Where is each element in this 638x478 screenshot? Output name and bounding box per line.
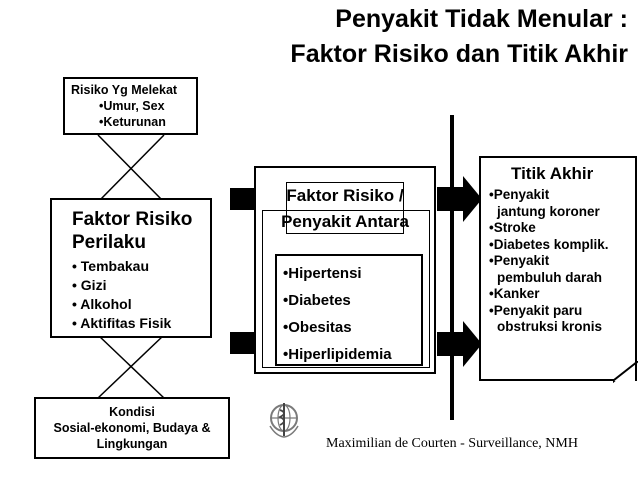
intermediate-item: •Hiperlipidemia: [283, 346, 392, 363]
footer-credit: Maximilian de Courten - Surveillance, NMH: [326, 436, 578, 451]
behavioral-risk-heading-1: Faktor Risiko: [72, 209, 193, 230]
endpoint-item: •Penyakit: [489, 187, 550, 202]
endpoint-item: •Stroke: [489, 220, 536, 235]
endpoint-item-cont: obstruksi kronis: [497, 319, 603, 334]
intermediate-heading-2: Penyakit Antara: [281, 212, 409, 231]
inherent-risk-item: •Keturunan: [99, 115, 166, 129]
behavioral-risk-item: • Alkohol: [72, 296, 132, 312]
title-line-2: Faktor Risiko dan Titik Akhir: [290, 40, 628, 68]
endpoint-item: •Penyakit paru: [489, 302, 583, 318]
endpoints-heading: Titik Akhir: [511, 164, 594, 183]
behavioral-risk-item: • Tembakau: [72, 258, 149, 274]
endpoint-item: •Penyakit: [489, 253, 550, 268]
who-emblem-icon: [266, 400, 302, 440]
title-line-1: Penyakit Tidak Menular :: [335, 5, 628, 33]
intermediate-item: •Hipertensi: [283, 265, 362, 282]
intermediate-item: •Diabetes: [283, 292, 351, 309]
behavioral-risk-heading-2: Perilaku: [72, 232, 146, 253]
intermediate-heading-1: Faktor Risiko /: [286, 186, 404, 205]
conditions-line-3: Lingkungan: [96, 437, 168, 451]
endpoint-item-cont: jantung koroner: [497, 203, 600, 219]
conditions-line-1: Kondisi: [109, 405, 155, 419]
intermediate-item: •Obesitas: [283, 319, 352, 336]
behavioral-risk-item: • Aktifitas Fisik: [72, 315, 172, 331]
inherent-risk-item: •Umur, Sex: [99, 99, 165, 113]
endpoint-item: •Kanker: [489, 286, 540, 301]
conditions-line-2: Sosial-ekonomi, Budaya &: [53, 421, 211, 435]
endpoint-item-cont: pembuluh darah: [497, 269, 603, 285]
inherent-risk-heading: Risiko Yg Melekat: [71, 83, 178, 97]
behavioral-risk-item: • Gizi: [72, 277, 107, 293]
endpoint-item: •Diabetes komplik.: [489, 236, 609, 252]
